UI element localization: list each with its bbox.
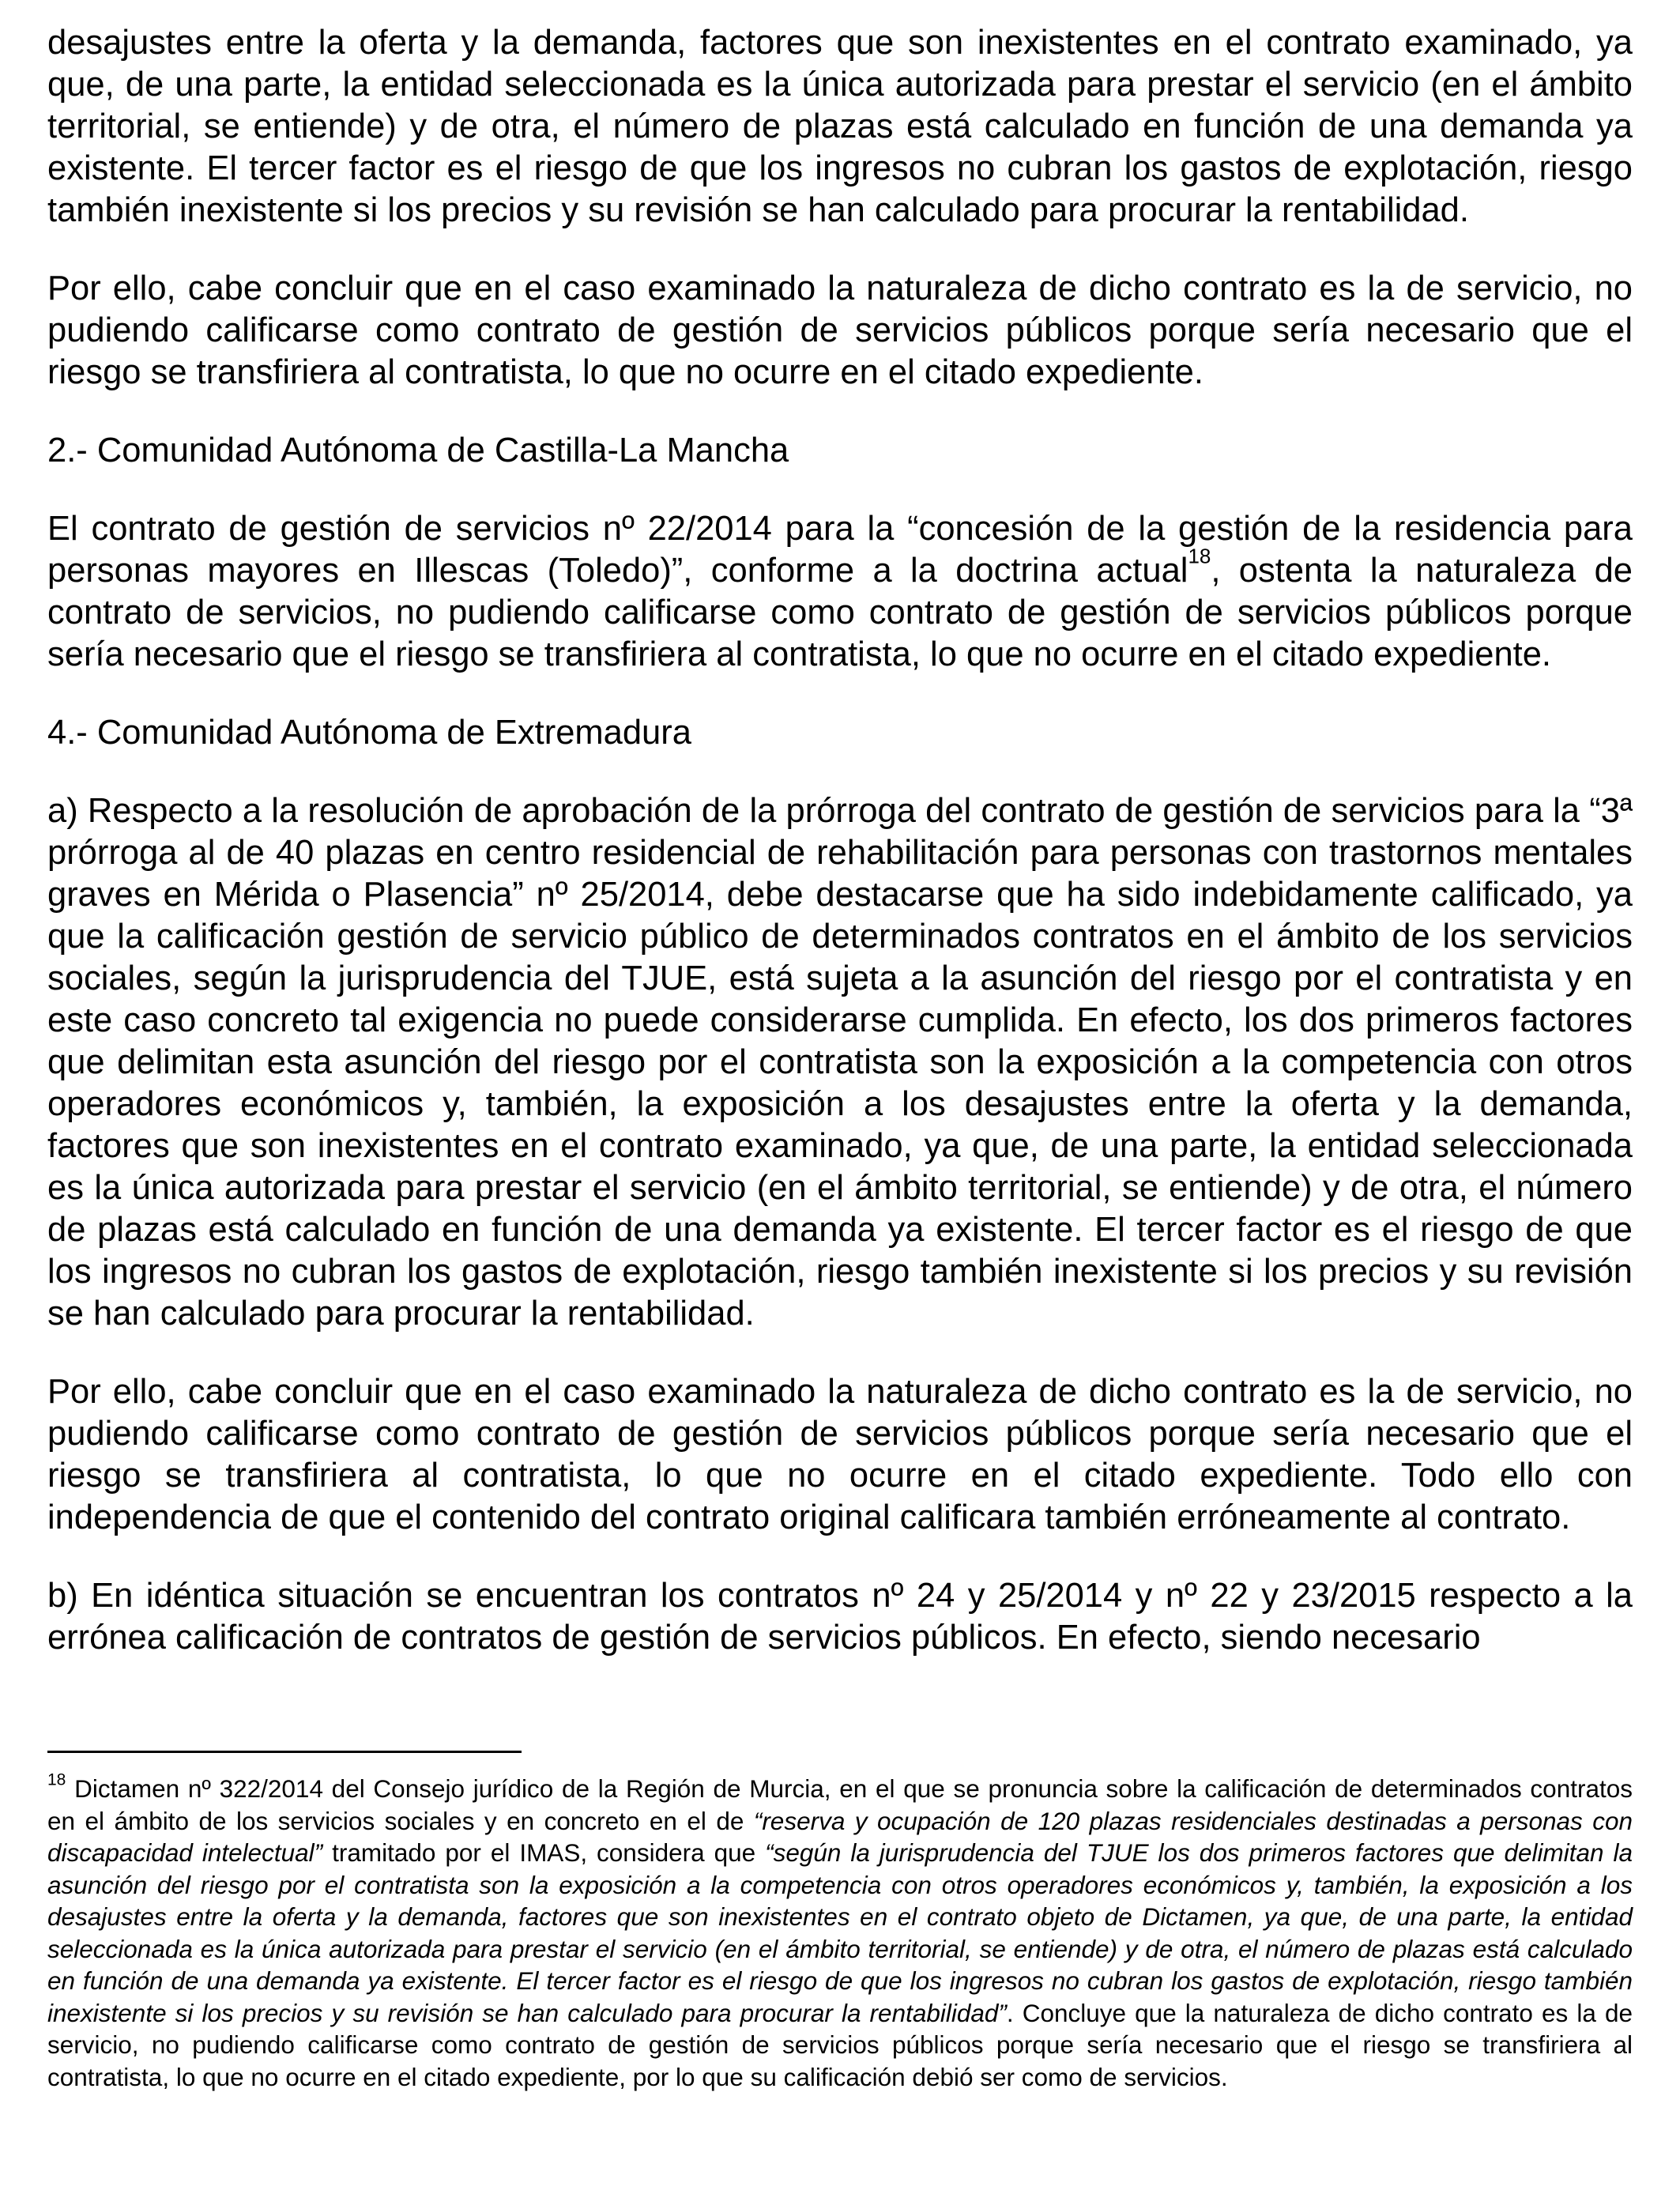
footnote-18: [47, 1770, 1633, 2093]
section-heading-castilla-la-mancha: 2.- Comunidad Autónoma de Castilla-La Mancha: [47, 432, 789, 469]
footnote-text: Dictamen nº 322/2014 del Consejo jurídico de la Región de Murcia, en el que se pronuncia sobre la calificación de determinados contratos en el ámbito de los servicios sociales y en concreto en el de: [47, 1774, 1633, 1835]
footnote-text: . Concluye que la naturaleza de dicho contrato es la de servicio, no pudiendo calificarse como contrato de gestión de servicios públicos porque sería necesario que el riesgo se transfiriera al contratista, lo que no ocurre en el citado expediente, por lo que su calificación debió ser como de servicios.: [47, 1998, 1633, 2091]
footnote-text: tramitado por el IMAS, considera que: [322, 1838, 766, 1867]
footnote-reference[interactable]: 18: [1188, 544, 1211, 568]
footnote-separator: [47, 1751, 522, 1753]
section-heading-extremadura: 4.- Comunidad Autónoma de Extremadura: [47, 714, 691, 752]
paragraph-conclusion-1: Por ello, cabe concluir que en el caso examinado la naturaleza de dicho contrato es la de servicio, no pudiendo calificarse como contrato de gestión de servicios públicos porque sería necesario que el riesgo se transfiriera al contratista, lo que no ocurre en el citado expediente.: [47, 270, 1633, 391]
footnote-quote: “según la jurisprudencia del TJUE los dos primeros factores que delimitan la asunción del riesgo por el contratista son la exposición a la competencia con otros operadores económicos y, también, la exposición a los desajustes entre la oferta y la demanda, factores que son inexistentes en el contrato objeto de Dictamen, ya que, de una parte, la entidad seleccionada es la única autorizada para prestar el servicio (en el ámbito territorial, se entiende) y de otra, el número de plazas está calculado en función de una demanda ya existente. El tercer factor es el riesgo de que los ingresos no cubran los gastos de explotación, riesgo también inexistente si los precios y su revisión se han calculado para procurar la rentabilidad”: [47, 1838, 1633, 2027]
document-body: [47, 22, 1633, 1695]
paragraph-text: El contrato de gestión de servicios nº 22/2014 para la “concesión de la gestión de la residencia para personas mayores en Illescas (Toledo)”, conforme a la doctrina actual: [47, 510, 1633, 590]
paragraph-continuation: desajustes entre la oferta y la demanda, factores que son inexistentes en el contrato examinado, ya que, de una parte, la entidad seleccionada es la única autorizada para prestar el servicio (en el ámbito territorial, se entiende) y de otra, el número de plazas está calculado en función de una demanda ya existente. El tercer factor es el riesgo de que los ingresos no cubran los gastos de explotación, riesgo también inexistente si los precios y su revisión se han calculado para procurar la rentabilidad.: [47, 24, 1633, 229]
paragraph-text: , ostenta la naturaleza de contrato de servicios, no pudiendo calificarse como contrato de gestión de servicios públicos porque sería necesario que el riesgo se transfiriera al contratista, lo que no ocurre en el citado expediente.: [47, 552, 1633, 673]
footnote-number: 18: [47, 1770, 66, 1789]
paragraph-extremadura-a: a) Respecto a la resolución de aprobación de la prórroga del contrato de gestión de servicios para la “3ª prórroga al de 40 plazas en centro residencial de rehabilitación para personas con trastornos mentales graves en Mérida o Plasencia” nº 25/2014, debe destacarse que ha sido indebidamente calificado, ya que la calificación gestión de servicio público de determinados contratos en el ámbito de los servicios sociales, según la jurisprudencia del TJUE, está sujeta a la asunción del riesgo por el contratista y en este caso concreto tal exigencia no puede considerarse cumplida. En efecto, los dos primeros factores que delimitan esta asunción del riesgo por el contratista son la exposición a la competencia con otros operadores económicos y, también, la exposición a los desajustes entre la oferta y la demanda, factores que son inexistentes en el contrato examinado, ya que, de una parte, la entidad seleccionada es la única autorizada para prestar el servicio (en el ámbito territorial, se entiende) y de otra, el número de plazas está calculado en función de una demanda ya existente. El tercer factor es el riesgo de que los ingresos no cubran los gastos de explotación, riesgo también inexistente si los precios y su revisión se han calculado para procurar la rentabilidad.: [47, 792, 1633, 1333]
footnote-quote-title: “reserva y ocupación de 120 plazas residenciales destinadas a personas con discapacidad intelectual”: [47, 1806, 1633, 1867]
paragraph-extremadura-b: b) En idéntica situación se encuentran los contratos nº 24 y 25/2014 y nº 22 y 23/2015 respecto a la errónea calificación de contratos de gestión de servicios públicos. En efecto, siendo necesario: [47, 1577, 1633, 1657]
paragraph-castilla-contract: [47, 508, 1633, 676]
paragraph-conclusion-2: Por ello, cabe concluir que en el caso examinado la naturaleza de dicho contrato es la de servicio, no pudiendo calificarse como contrato de gestión de servicios públicos porque sería necesario que el riesgo se transfiriera al contratista, lo que no ocurre en el citado expediente. Todo ello con independencia de que el contenido del contrato original calificara también erróneamente al contrato.: [47, 1373, 1633, 1536]
